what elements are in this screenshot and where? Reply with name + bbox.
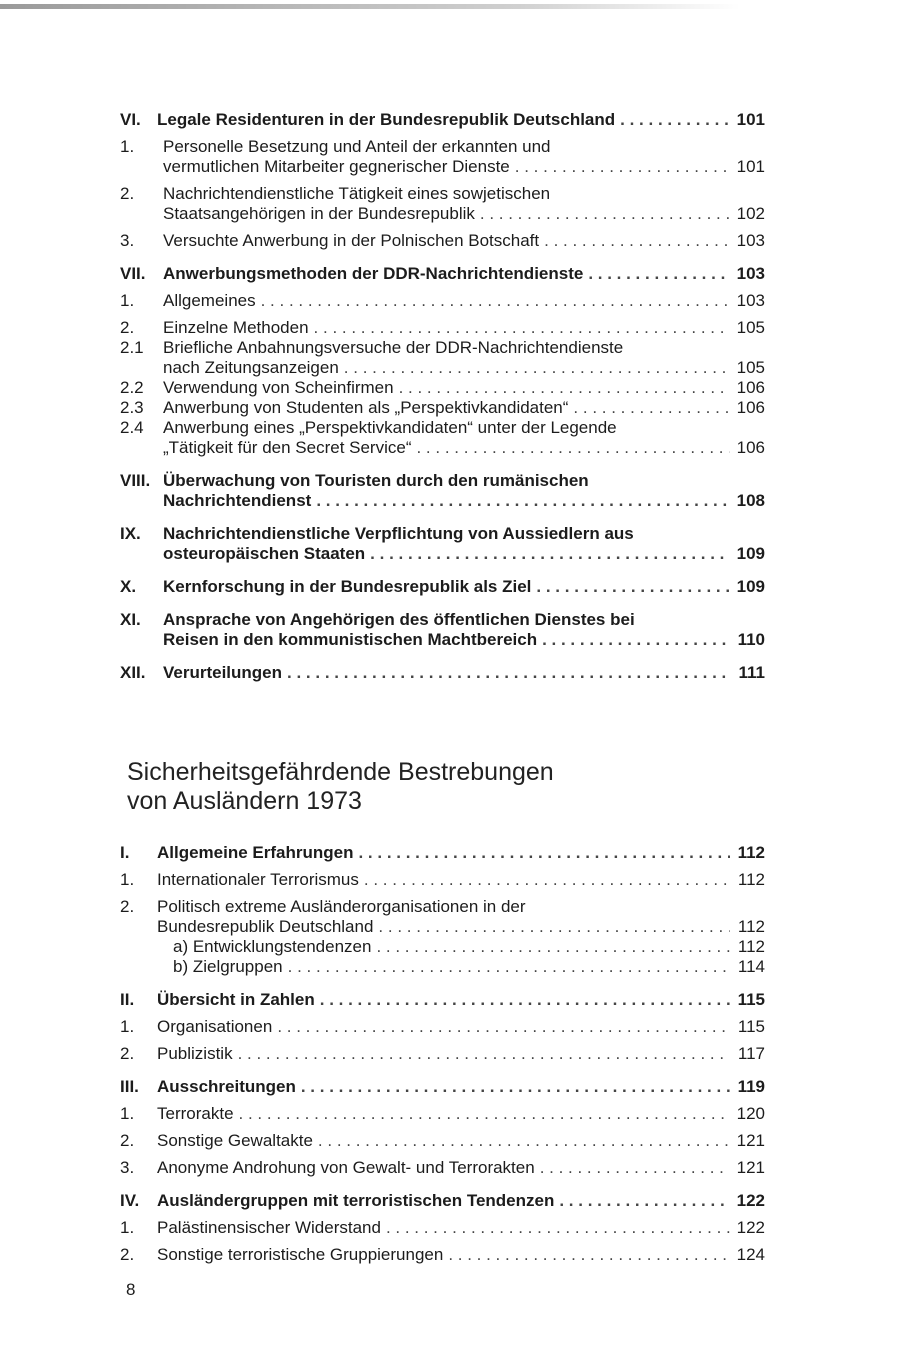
leader-dots [344, 358, 730, 378]
toc-page: 108 [736, 491, 765, 510]
toc-entry [120, 663, 765, 683]
toc-title: Ausschreitungen [157, 1077, 296, 1096]
leader-dots [542, 630, 730, 650]
toc-page: 109 [736, 544, 765, 563]
toc-number: 2. [120, 1131, 135, 1150]
toc-title-cont: nach Zeitungsanzeigen [163, 358, 339, 377]
toc-entry [120, 471, 765, 511]
toc-page: 112 [737, 917, 765, 936]
toc-entry [120, 1158, 765, 1178]
leader-dots [316, 491, 730, 511]
toc-number: 2.2 [120, 378, 144, 397]
leader-dots [480, 204, 730, 224]
toc-title: Nachrichtendienstliche Tätigkeit eines sowjetischen [163, 184, 551, 203]
toc-entry [120, 418, 765, 458]
toc-title: Verwendung von Scheinfirmen [163, 378, 394, 397]
leader-dots [238, 1044, 730, 1064]
toc-number: 3. [120, 1158, 135, 1177]
toc-number: IV. [120, 1191, 140, 1210]
toc-number: I. [120, 843, 130, 862]
toc-title: Briefliche Anbahnungsversuche der DDR-Nachrichtendienste [163, 338, 624, 357]
toc-title: Anwerbung eines „Perspektivkandidaten“ unter der Legende [163, 418, 617, 437]
toc-title-cont: Reisen in den kommunistischen Machtbereich [163, 630, 538, 649]
toc-number: II. [120, 990, 135, 1009]
toc-page: 110 [737, 630, 765, 649]
toc-block-1 [120, 110, 765, 683]
leader-dots [559, 1191, 730, 1211]
toc-page: 112 [737, 843, 765, 862]
toc-block-2 [120, 843, 765, 1265]
leader-dots [588, 264, 730, 284]
leader-dots [416, 438, 730, 458]
toc-page: 111 [738, 663, 765, 682]
toc-title: Anonyme Androhung von Gewalt- und Terrorakten [157, 1158, 535, 1177]
toc-page: 105 [736, 358, 765, 377]
toc-number: 1. [120, 291, 135, 310]
toc-page: 121 [736, 1158, 765, 1177]
toc-number: IX. [120, 524, 141, 543]
toc-entry [120, 184, 765, 224]
leader-dots [358, 843, 730, 863]
toc-page: 103 [736, 231, 765, 250]
toc-title: Sonstige Gewaltakte [157, 1131, 313, 1150]
toc-entry [120, 524, 765, 564]
toc-page: 124 [736, 1245, 765, 1264]
toc-number: III. [120, 1077, 139, 1096]
toc-entry [120, 398, 765, 418]
toc-title: Sonstige terroristische Gruppierungen [157, 1245, 444, 1264]
toc-title: b) Zielgruppen [173, 957, 283, 976]
toc-page: 102 [736, 204, 765, 223]
leader-dots [386, 1218, 730, 1238]
toc-entry [120, 264, 765, 284]
toc-title: Kernforschung in der Bundesrepublik als Ziel [163, 577, 532, 596]
leader-dots [448, 1245, 730, 1265]
toc-page: 112 [737, 937, 765, 956]
toc-title: Übersicht in Zahlen [157, 990, 315, 1009]
toc-title: Internationaler Terrorismus [157, 870, 359, 889]
leader-dots [399, 378, 730, 398]
toc-entry [120, 1044, 765, 1064]
leader-dots [318, 1131, 730, 1151]
toc-entry [120, 1245, 765, 1265]
toc-title-cont: osteuropäischen Staaten [163, 544, 366, 563]
toc-entry [120, 1104, 765, 1124]
leader-dots [515, 157, 730, 177]
toc-page: 115 [737, 1017, 765, 1036]
toc-page: 121 [736, 1131, 765, 1150]
leader-dots [301, 1077, 730, 1097]
toc-number: X. [120, 577, 137, 596]
toc-title: Verurteilungen [163, 663, 283, 682]
toc-title: Allgemeines [163, 291, 256, 310]
toc-entry [120, 843, 765, 863]
toc-title: Überwachung von Touristen durch den rumänischen [163, 471, 589, 490]
scan-artifact [0, 4, 740, 9]
toc-entry [120, 318, 765, 338]
toc-title: Ausländergruppen mit terroristischen Tendenzen [157, 1191, 555, 1210]
toc-title: Legale Residenturen in der Bundesrepublik Deutschland [157, 110, 616, 129]
toc-page: 106 [736, 398, 765, 417]
toc-number: VIII. [120, 471, 151, 490]
toc-title: a) Entwicklungstendenzen [173, 937, 372, 956]
leader-dots [314, 318, 730, 338]
toc-number: 2. [120, 1044, 135, 1063]
leader-dots [378, 917, 730, 937]
toc-page: 103 [736, 264, 765, 283]
toc-entry [120, 1131, 765, 1151]
section-title [127, 758, 554, 816]
toc-entry [120, 577, 765, 597]
toc-number: 1. [120, 1017, 135, 1036]
toc-entry [120, 957, 765, 977]
toc-number: 1. [120, 1218, 135, 1237]
toc-number: 1. [120, 870, 135, 889]
toc-number: 2. [120, 897, 135, 916]
leader-dots [287, 663, 730, 683]
toc-page: 105 [736, 318, 765, 337]
leader-dots [536, 577, 730, 597]
toc-title: Anwerbung von Studenten als „Perspektivkandidaten“ [163, 398, 569, 417]
toc-title: Ansprache von Angehörigen des öffentlichen Dienstes bei [163, 610, 635, 629]
leader-dots [370, 544, 730, 564]
toc-title-cont: „Tätigkeit für den Secret Service“ [163, 438, 412, 457]
leader-dots [288, 957, 730, 977]
toc-number: 2.3 [120, 398, 144, 417]
toc-number: 1. [120, 137, 135, 156]
toc-title-cont: Bundesrepublik Deutschland [157, 917, 374, 936]
toc-page: 106 [736, 378, 765, 397]
toc-entry [120, 990, 765, 1010]
leader-dots [364, 870, 730, 890]
toc-title-cont: vermutlichen Mitarbeiter gegnerischer Dienste [163, 157, 510, 176]
toc-entry [120, 870, 765, 890]
toc-page: 106 [736, 438, 765, 457]
toc-entry [120, 1218, 765, 1238]
toc-page: 122 [736, 1218, 765, 1237]
toc-entry [120, 1191, 765, 1211]
toc-number: 2. [120, 318, 135, 337]
toc-number: 3. [120, 231, 135, 250]
leader-dots [239, 1104, 730, 1124]
leader-dots [540, 1158, 730, 1178]
toc-title-cont: Nachrichtendienst [163, 491, 312, 510]
toc-number: XI. [120, 610, 141, 629]
toc-page: 122 [736, 1191, 765, 1210]
toc-page: 114 [737, 957, 765, 976]
toc-page: 119 [737, 1077, 765, 1096]
leader-dots [376, 937, 730, 957]
toc-page: 112 [737, 870, 765, 889]
toc-title: Palästinensischer Widerstand [157, 1218, 381, 1237]
leader-dots [620, 110, 730, 130]
toc-page: 101 [736, 157, 765, 176]
toc-title: Organisationen [157, 1017, 273, 1036]
toc-title: Publizistik [157, 1044, 233, 1063]
toc-entry [120, 1077, 765, 1097]
toc-entry [120, 610, 765, 650]
toc-entry [120, 1017, 765, 1037]
toc-page: 117 [737, 1044, 765, 1063]
section-title-line: Sicherheitsgefährdende Bestrebungen [127, 758, 554, 786]
toc-entry [120, 231, 765, 251]
leader-dots [261, 291, 730, 311]
toc-entry [120, 338, 765, 378]
toc-entry [120, 110, 765, 130]
toc-title: Nachrichtendienstliche Verpflichtung von Aussiedlern aus [163, 524, 634, 543]
toc-title: Personelle Besetzung und Anteil der erkannten und [163, 137, 551, 156]
toc-number: 2.4 [120, 418, 144, 437]
toc-title: Politisch extreme Ausländerorganisationen in der [157, 897, 526, 916]
toc-title: Allgemeine Erfahrungen [157, 843, 354, 862]
toc-entry [120, 937, 765, 957]
toc-number: 2.1 [120, 338, 144, 357]
toc-title-cont: Staatsangehörigen in der Bundesrepublik [163, 204, 475, 223]
toc-page: 120 [736, 1104, 765, 1123]
toc-number: VII. [120, 264, 146, 283]
toc-entry [120, 137, 765, 177]
toc-entry [120, 897, 765, 937]
toc-title: Einzelne Methoden [163, 318, 309, 337]
toc-entry [120, 378, 765, 398]
toc-entry [120, 291, 765, 311]
toc-page: 109 [736, 577, 765, 596]
toc-number: 2. [120, 1245, 135, 1264]
toc-title: Terrorakte [157, 1104, 234, 1123]
leader-dots [573, 398, 730, 418]
toc-number: XII. [120, 663, 146, 682]
toc-title: Anwerbungsmethoden der DDR-Nachrichtendienste [163, 264, 584, 283]
toc-number: 1. [120, 1104, 135, 1123]
toc-title: Versuchte Anwerbung in der Polnischen Botschaft [163, 231, 540, 250]
section-title-line: von Ausländern 1973 [127, 787, 362, 815]
page-number: 8 [126, 1280, 136, 1299]
leader-dots [544, 231, 730, 251]
toc-page: 101 [736, 110, 765, 129]
toc-number: 2. [120, 184, 135, 203]
leader-dots [320, 990, 730, 1010]
toc-number: VI. [120, 110, 141, 129]
toc-page: 115 [737, 990, 765, 1009]
leader-dots [277, 1017, 730, 1037]
toc-page: 103 [736, 291, 765, 310]
